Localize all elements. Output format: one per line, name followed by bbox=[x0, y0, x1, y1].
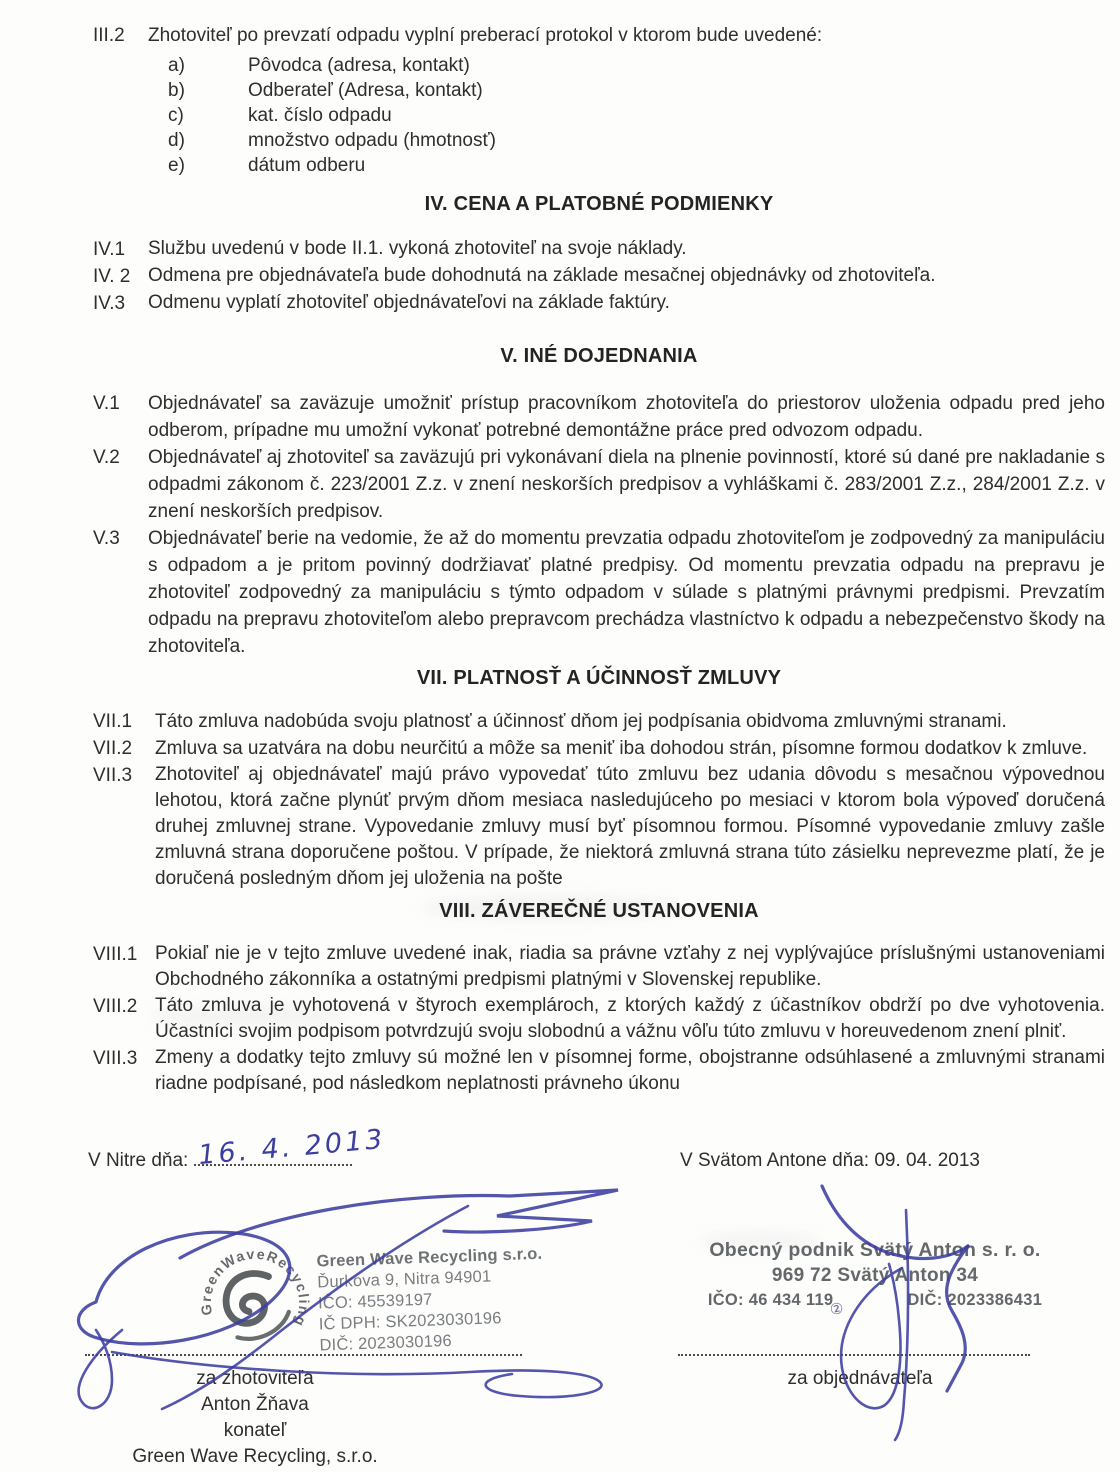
right-stamp-dic: DIČ: 2023386431 bbox=[907, 1291, 1043, 1309]
clause-text: Objednávateľ berie na vedomie, že až do momentu prevzatia odpadu zhotoviteľom je zodpovedný za manipuláciu s odpadom a je pritom povinný dodržiavať platné predpisy. Od momentu prevzatia odpadu na prepravu je zhotoviteľ zodpovedný za manipuláciu s týmto odpadom v súlade s platnými právnymi predpismi. Prevzatím odpadu na prepravu zhotoviteľom alebo prepravcom prechádza vlastníctvo k odpadu a nebezpečenstvo škody na zhotoviteľa. bbox=[148, 528, 1105, 657]
clause-text: Pokiaľ nie je v tejto zmluve uvedené inak, riadia sa právne vzťahy z nej vyplývajúce príslušnými ustanoveniami Obchodného zákonníka a ostatnými predpismi platnými v Slovenskej republike. bbox=[155, 943, 1105, 990]
section-iv-heading: IV. CENA A PLATOBNÉ PODMIENKY bbox=[424, 193, 774, 215]
clause-text: Službu uvedenú v bode II.1. vykoná zhotoviteľ na svoje náklady. bbox=[148, 238, 687, 259]
clause-number: V.1 bbox=[93, 393, 120, 414]
clause-text: Objednávateľ aj zhotoviteľ sa zaväzujú pri vykonávaní diela na plnenie povinností, ktoré sú dané pre nakladanie s odpadmi zákonom č. 223/2001 Z.z. v znení neskorších predpisov a vyhláškami č. 283/2001 Z.z., 284/2001 Z.z. v znení neskorších predpisov. bbox=[148, 447, 1105, 522]
clause-number: III.2 bbox=[93, 25, 125, 46]
clause-number: V.3 bbox=[93, 528, 120, 549]
clause-text: Odmenu vyplatí zhotoviteľ objednávateľovi na základe faktúry. bbox=[148, 292, 670, 313]
subitem-e bbox=[168, 153, 1105, 178]
clause-iv2 bbox=[93, 263, 1105, 290]
handwritten-date: 16. 4. 2013 bbox=[197, 1123, 387, 1172]
subitem-label: e) bbox=[168, 155, 185, 176]
left-stamp-company: Green Wave Recycling s.r.o. bbox=[316, 1244, 543, 1271]
caption-role: konateľ bbox=[223, 1420, 287, 1441]
right-signature-caption: za objednávateľa bbox=[787, 1368, 933, 1389]
clause-number: IV.3 bbox=[93, 293, 126, 314]
clause-number: VII.1 bbox=[93, 711, 133, 732]
left-signature-captions bbox=[85, 1366, 425, 1470]
clause-iii2 bbox=[93, 22, 1105, 49]
clause-viii2 bbox=[93, 993, 1105, 1045]
section-viii-heading: VIII. ZÁVEREČNÉ USTANOVENIA bbox=[439, 900, 759, 922]
place-date-left-label: V Nitre dňa: bbox=[88, 1150, 189, 1171]
clause-text: Zhotoviteľ aj objednávateľ majú právo vypovedať túto zmluvu bez udania dôvodu s mesačnou výpovednou lehotou, ktorá začne plynúť prvým dňom mesiaca nasledujúceho po mesiaci v ktorom bola výpoveď doručená druhej zmluvnej strane. Vypovedanie zmluvy musí byť písomnou formou. Písomné vypovedanie zmluvy zašle zmluvná strana doporučene poštou. V prípade, že niektorá zmluvná strana túto zásielku neprevezme platí, že je doručená posledným dňom jej uloženia na pošte bbox=[155, 764, 1105, 889]
subitem-label: b) bbox=[168, 80, 185, 101]
clause-vii3 bbox=[93, 762, 1105, 892]
place-date-right: V Svätom Antone dňa: 09. 04. 2013 bbox=[680, 1150, 981, 1171]
left-stamp-ico: IČO: 45539197 bbox=[317, 1290, 433, 1313]
clause-number: V.2 bbox=[93, 447, 120, 468]
clause-text: Táto zmluva nadobúda svoju platnosť a účinnosť dňom jej podpísania obidvoma zmluvnými stranami. bbox=[155, 711, 1007, 732]
clause-vii2 bbox=[93, 735, 1105, 762]
clause-text: Zmluva sa uzatvára na dobu neurčitú a môže sa meniť iba dohodou strán, písomne formou dodatkov k zmluve. bbox=[155, 738, 1088, 759]
caption-name: Anton Žňava bbox=[201, 1394, 309, 1415]
subitem-text: dátum odberu bbox=[248, 155, 366, 176]
clause-number: VIII.2 bbox=[93, 996, 138, 1017]
clause-text: Objednávateľ sa zaväzuje umožniť prístup pracovníkom zhotoviteľa do priestorov uloženia odpadu pred jeho odberom, prípadne mu umožní vykonať potrebné demontážne práce pred odvozom odpadu. bbox=[148, 393, 1105, 441]
subitem-text: množstvo odpadu (hmotnosť) bbox=[248, 130, 496, 151]
clause-text: Táto zmluva je vyhotovená v štyroch exemplároch, z ktorých každý z účastníkov obdrží po dve vyhotovenia. Účastníci svojim podpisom potvrdzujú svoju slobodnú a vážnu vôľu túto zmluvu v horeuvedenom znení plniť. bbox=[155, 995, 1105, 1042]
right-stamp-company: Obecný podnik Svätý Anton s. r. o. bbox=[709, 1239, 1041, 1261]
subitem-text: kat. číslo odpadu bbox=[248, 105, 392, 126]
clause-number: IV.1 bbox=[93, 239, 126, 260]
clause-v2 bbox=[93, 444, 1105, 525]
left-stamp-icdph: IČ DPH: SK2023030196 bbox=[318, 1309, 502, 1334]
signature-line-right bbox=[678, 1352, 1030, 1356]
clause-number: VII.2 bbox=[93, 738, 133, 759]
left-stamp-text bbox=[316, 1242, 580, 1356]
green-wave-round-stamp bbox=[192, 1240, 318, 1366]
left-stamp-address: Ďurkova 9, Nitra 94901 bbox=[317, 1267, 492, 1292]
right-stamp-address: 969 72 Svätý Anton 34 bbox=[771, 1265, 979, 1286]
subitem-text: Odberateľ (Adresa, kontakt) bbox=[248, 80, 483, 101]
clause-number: IV. 2 bbox=[93, 266, 131, 287]
caption-company: Green Wave Recycling, s.r.o. bbox=[132, 1446, 378, 1467]
clause-number: VIII.3 bbox=[93, 1048, 138, 1069]
section-iv-items bbox=[93, 236, 1105, 317]
clause-viii3 bbox=[93, 1045, 1105, 1097]
subitem-a bbox=[168, 53, 1105, 78]
subitem-c bbox=[168, 103, 1105, 128]
subitem-d bbox=[168, 128, 1105, 153]
right-stamp-ids bbox=[680, 1288, 1070, 1313]
left-stamp-dic: DIČ: 2023030196 bbox=[319, 1331, 453, 1355]
clause-vii1 bbox=[93, 708, 1105, 735]
section-v-heading: V. INÉ DOJEDNANIA bbox=[500, 345, 698, 367]
right-stamp-ico: IČO: 46 434 119 bbox=[707, 1291, 834, 1309]
clause-viii1 bbox=[93, 941, 1105, 993]
caption-za-zhotovitela: za zhotoviteľa bbox=[196, 1368, 314, 1389]
subitem-label: c) bbox=[168, 105, 184, 126]
wave-spiral-glyph bbox=[219, 1268, 280, 1328]
clause-text: Odmena pre objednávateľa bude dohodnutá na základe mesačnej objednávky od zhotoviteľa. bbox=[148, 265, 936, 286]
signature-line-left bbox=[85, 1352, 522, 1356]
section-vii-heading: VII. PLATNOSŤ A ÚČINNOSŤ ZMLUVY bbox=[416, 667, 782, 689]
subitem-label: d) bbox=[168, 130, 185, 151]
clause-number: VIII.1 bbox=[93, 944, 138, 965]
stamp-ring-text: GreenWaveRecycling bbox=[198, 1246, 312, 1330]
clause-text: Zhotoviteľ po prevzatí odpadu vyplní preberací protokol v ktorom bude uvedené: bbox=[148, 25, 823, 46]
subitem-text: Pôvodca (adresa, kontakt) bbox=[248, 55, 470, 76]
clause-iv1 bbox=[93, 236, 1105, 263]
clause-iii2-subitems bbox=[93, 53, 1105, 178]
subitem-b bbox=[168, 78, 1105, 103]
clause-iv3 bbox=[93, 290, 1105, 317]
right-stamp-text bbox=[680, 1238, 1070, 1313]
clause-v1 bbox=[93, 390, 1105, 444]
clause-v3 bbox=[93, 525, 1105, 660]
subitem-label: a) bbox=[168, 55, 185, 76]
clause-text: Zmeny a dodatky tejto zmluvy sú možné len v písomnej forme, obojstranne odsúhlasené a zmluvnými stranami riadne podpísané, pod následkom neplatnosti právneho úkonu bbox=[155, 1047, 1105, 1094]
circled-two-mark: ② bbox=[828, 1299, 846, 1320]
clause-number: VII.3 bbox=[93, 765, 133, 786]
